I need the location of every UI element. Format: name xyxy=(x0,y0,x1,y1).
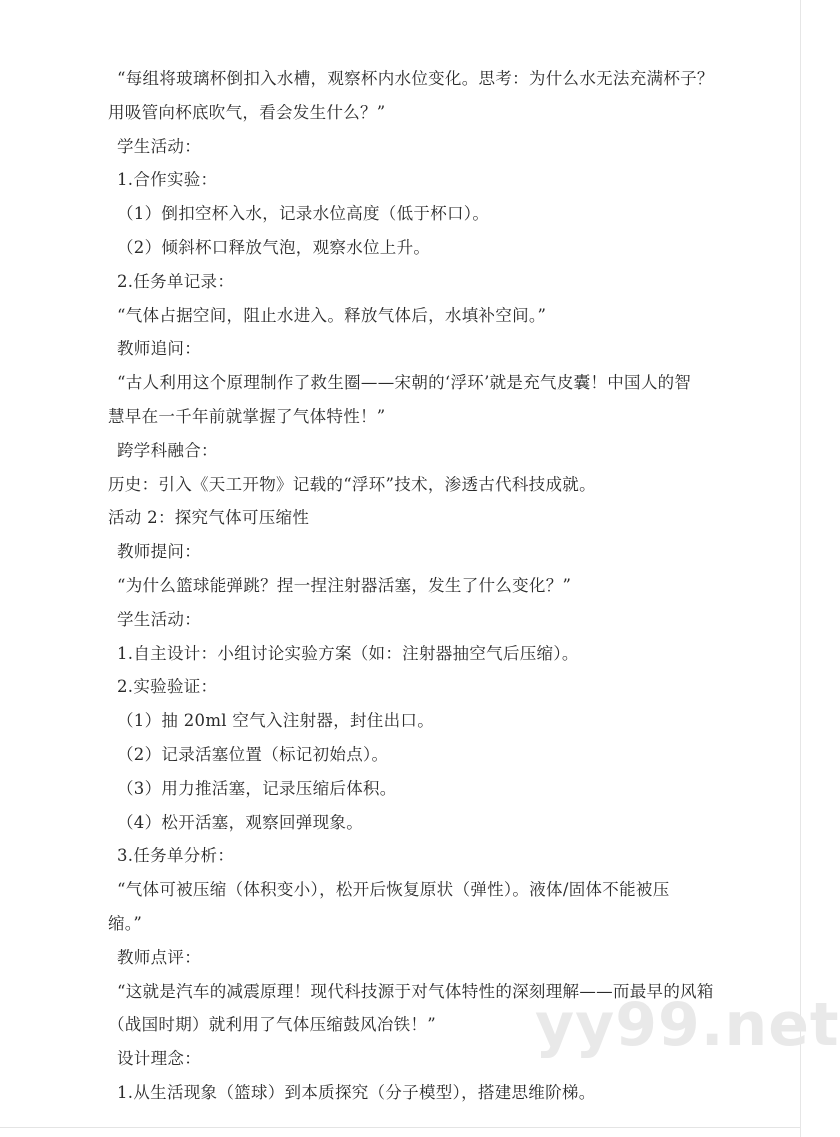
text-line: 用吸管向杯底吹气，看会发生什么？” xyxy=(108,102,386,122)
text-line: 学生活动： xyxy=(117,609,201,629)
text-line: 教师提问： xyxy=(117,542,201,562)
text-line: 教师点评： xyxy=(117,947,201,967)
text-line: （战国时期）就利用了气体压缩鼓风冶铁！” xyxy=(108,1015,436,1035)
text-line: 学生活动： xyxy=(117,136,201,156)
text-line: 3.任务单分析： xyxy=(117,846,235,866)
text-line: （2）倾斜杯口释放气泡，观察水位上升。 xyxy=(117,237,431,257)
text-line: 跨学科融合： xyxy=(117,440,218,460)
text-line: 设计理念： xyxy=(117,1049,201,1069)
text-line: “每组将玻璃杯倒扣入水槽，观察杯内水位变化。思考：为什么水无法充满杯子？ xyxy=(117,69,714,88)
text-line: “这就是汽车的减震原理！现代科技源于对气体特性的深刻理解——而最早的风箱 xyxy=(117,981,714,1001)
document-body xyxy=(0,62,800,1110)
text-line: 1.从生活现象（篮球）到本质探究（分子模型），搭建思维阶梯。 xyxy=(117,1082,596,1102)
text-line: （2）记录活塞位置（标记初始点）。 xyxy=(117,744,389,764)
text-line: 2.实验验证： xyxy=(117,677,218,697)
text-line: （3）用力推活塞，记录压缩后体积。 xyxy=(117,778,397,798)
text-line: 历史：引入《天工开物》记载的“浮环”技术，渗透古代科技成就。 xyxy=(108,474,596,494)
text-line: 教师追问： xyxy=(117,339,201,359)
text-line: 慧早在一千年前就掌握了气体特性！” xyxy=(108,406,386,426)
text-line: “古人利用这个原理制作了救生圈——宋朝的‘浮环’就是充气皮囊！中国人的智 xyxy=(117,373,692,393)
text-line: （4）松开活塞，观察回弹现象。 xyxy=(117,812,363,832)
text-line: 活动 2：探究气体可压缩性 xyxy=(108,508,310,528)
text-line: “为什么篮球能弹跳？捏一捏注射器活塞，发生了什么变化？” xyxy=(117,575,572,595)
text-line: “气体占据空间，阻止水进入。释放气体后，水填补空间。” xyxy=(117,305,547,325)
text-line: 1.自主设计：小组讨论实验方案（如：注射器抽空气后压缩）。 xyxy=(117,643,579,663)
page-bottom-divider xyxy=(0,1127,800,1128)
text-line: （1）抽 20ml 空气入注射器，封住出口。 xyxy=(117,711,435,731)
text-line: （1）倒扣空杯入水，记录水位高度（低于杯口）。 xyxy=(117,204,490,224)
text-line: “气体可被压缩（体积变小），松开后恢复原状（弹性）。液体/固体不能被压 xyxy=(117,880,670,900)
text-line: 缩。” xyxy=(108,913,143,933)
text-line: 2.任务单记录： xyxy=(117,271,235,291)
watermark: yy99.net xyxy=(535,990,840,1060)
text-line: 1.合作实验： xyxy=(117,170,218,190)
